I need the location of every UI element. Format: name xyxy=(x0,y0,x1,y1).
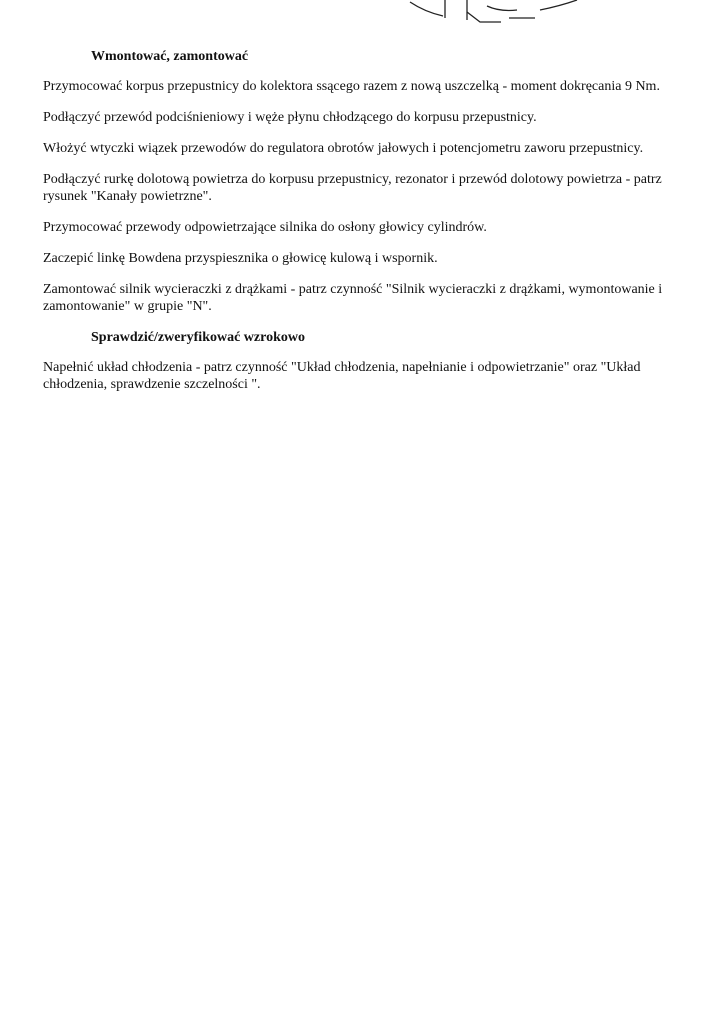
section-heading-verify: Sprawdzić/zweryfikować wzrokowo xyxy=(91,330,305,345)
instruction-paragraph: Napełnić układ chłodzenia - patrz czynność "Układ chłodzenia, napełnianie i odpowietrzanie" oraz "Układ chłodzenia, sprawdzenie szczelności ". xyxy=(43,360,641,392)
section-heading-install: Wmontować, zamontować xyxy=(91,49,249,64)
diagram-fragment-illustration xyxy=(405,0,590,26)
instruction-paragraph: Włożyć wtyczki wiązek przewodów do regulatora obrotów jałowych i potencjometru zaworu przepustnicy. xyxy=(43,141,644,156)
instruction-paragraph: Przymocować korpus przepustnicy do kolektora ssącego razem z nową uszczelką - moment dokręcania 9 Nm. xyxy=(43,79,660,94)
instruction-paragraph: Podłączyć przewód podciśnieniowy i węże płynu chłodzącego do korpusu przepustnicy. xyxy=(43,110,537,125)
document-content xyxy=(43,48,693,407)
instruction-paragraph: Zamontować silnik wycieraczki z drążkami - patrz czynność "Silnik wycieraczki z drążkami, wymontowanie i zamontowanie" w grupie "N". xyxy=(43,282,663,314)
instruction-paragraph: Przymocować przewody odpowietrzające silnika do osłony głowicy cylindrów. xyxy=(43,220,487,235)
instruction-paragraph: Zaczepić linkę Bowdena przyspiesznika o głowicę kulową i wspornik. xyxy=(43,251,438,266)
instruction-paragraph: Podłączyć rurkę dolotową powietrza do korpusu przepustnicy, rezonator i przewód dolotowy powietrza - patrz rysunek "Kanały powietrzne". xyxy=(43,172,662,204)
